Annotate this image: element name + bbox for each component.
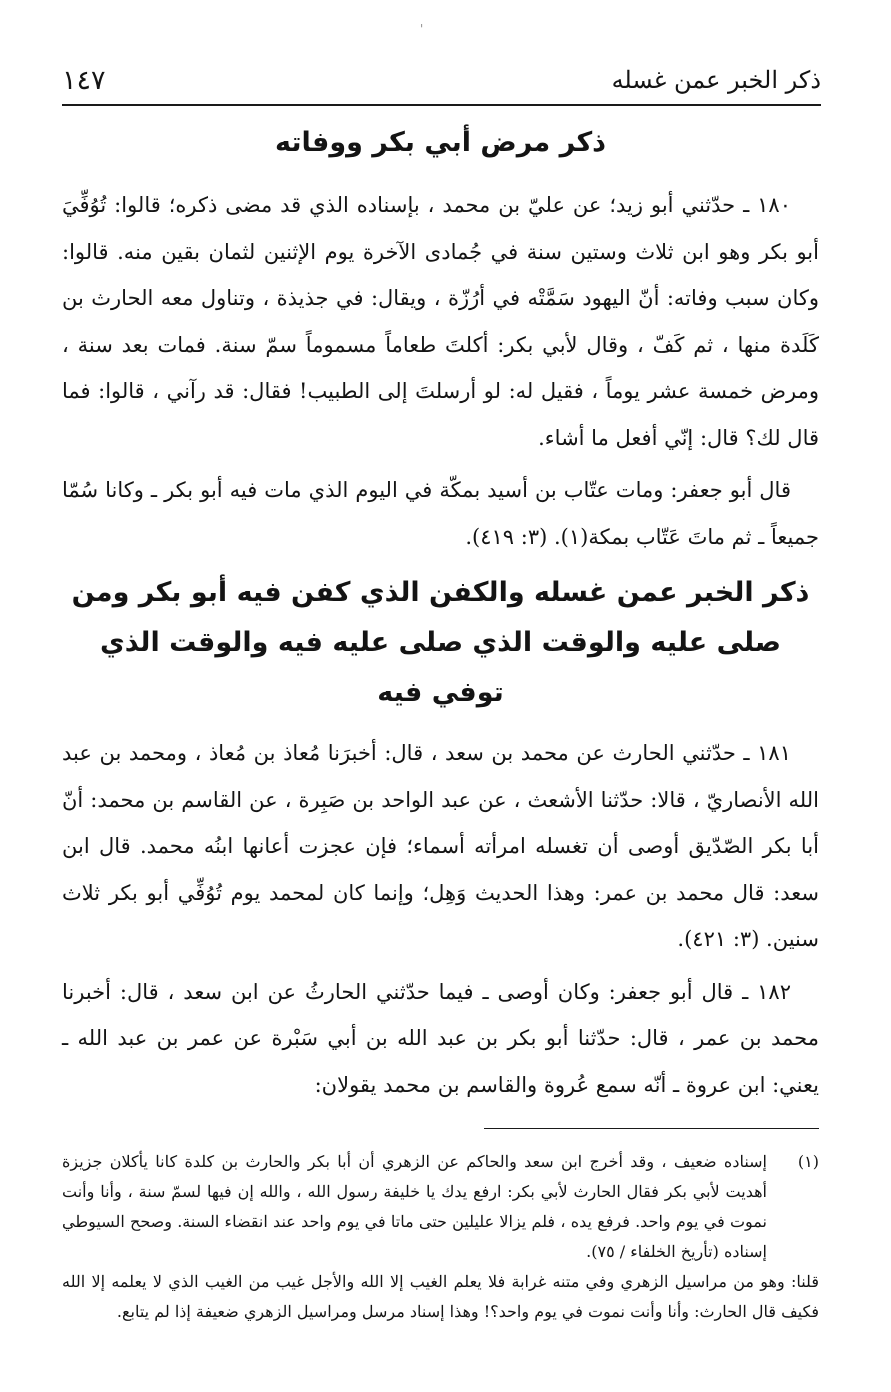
- report-182: ١٨٢ ـ قال أبو جعفر: وكان أوصى ـ فيما حدّثني الحارثُ عن ابن سعد ، قال: أخبرنا محمد بن عمر ، قال: حدّثنا أبو بكر بن عبد الله بن أبي سَبْرة عن عمر بن عبد الله ـ يعني: ابن عروة ـ أنّه سمع عُروة والقاسم بن محمد يقولان:: [62, 979, 819, 1097]
- report-180: ١٨٠ ـ حدّثني أبو زيد؛ عن عليّ بن محمد ، بإسناده الذي قد مضى ذكره؛ قالوا: تُوُفِّيَ أبو بكر وهو ابن ثلاث وستين سنة في جُمادى الآخرة يوم الإثنين لثمان بقين منه. قالوا: وكان سبب وفاته: أنّ اليهود سَمَّتْه في أرُزّة ، ويقال: في جذيذة ، وتناول معه الحارث بن كَلَدة منها ، ثم كَفّ ، وقال لأبي بكر: أكلتَ طعاماً مسموماً سمّ سنة. فمات بعد سنة ، ومرض خمسة عشر يوماً ، فقيل له: لو أرسلتَ إلى الطبيب! فقال: قد رآني ، قالوا: فما قال لك؟ قال: إنّي أفعل ما أشاء.: [62, 193, 819, 450]
- footnote-marker: (١): [797, 1152, 819, 1171]
- running-title: ذكر الخبر عمن غسله: [611, 66, 821, 94]
- footnote-commentary-text: قلنا: وهو من مراسيل الزهري وفي متنه غرابة فلا يعلم الغيب إلا الله والأجل غيب من الغيب الذي لا يعلمه إلا الله فكيف قال الحارث: وأنا وأنت نموت في يوم واحد؟! وهذا إسناد مرسل ومراسيل الزهري ضعيفة إذا لم يتابع.: [62, 1272, 819, 1321]
- footnotes: [62, 1147, 819, 1327]
- section-heading-illness: ذكر مرض أبي بكر ووفاته: [274, 127, 607, 158]
- footnote-1: [62, 1147, 819, 1267]
- section-heading-washing: ذكر الخبر عمن غسله والكفن الذي كفن فيه أبو بكر ومن صلى عليه والوقت الذي صلى عليه فيه والوقت الذي توفي فيه: [71, 577, 810, 708]
- header-rule: [62, 104, 821, 106]
- footnote-rule: [484, 1128, 819, 1129]
- footnote-1-commentary: [62, 1267, 819, 1327]
- page-number: ١٤٧: [62, 64, 106, 96]
- report-abu-jafar: قال أبو جعفر: ومات عتّاب بن أسيد بمكّة في اليوم الذي مات فيه أبو بكر ـ وكانا سُمّا جميعاً ـ ثم ماتَ عَتّاب بمكة(١). (٣: ٤١٩).: [62, 478, 819, 549]
- main-text: [62, 118, 819, 1327]
- page-header: [62, 60, 821, 100]
- scan-mark: ': [420, 22, 424, 36]
- report-181: ١٨١ ـ حدّثني الحارث عن محمد بن سعد ، قال: أخبرَنا مُعاذ بن مُعاذ ، ومحمد بن عبد الله الأنصاريّ ، قالا: حدّثنا الأشعث ، عن عبد الواحد بن صَبِرة ، عن القاسم بن محمد: أنّ أبا بكر الصّدّيق أوصى أن تغسله امرأته أسماء؛ فإن عجزت أعانها ابنُه محمد. قال ابن سعد: قال محمد بن عمر: وهذا الحديث وَهِل؛ وإنما كان لمحمد يوم تُوُفِّي أبو بكر ثلاث سنين. (٣: ٤٢١).: [62, 741, 819, 951]
- footnote-text: إسناده ضعيف ، وقد أخرج ابن سعد والحاكم عن الزهري أن أبا بكر والحارث بن كلدة كانا يأكلان جزيزة أهديت لأبي بكر فقال الحارث لأبي بكر: ارفع يدك يا خليفة رسول الله ، والله إن فيها لسمّ سنة ، وأنا وأنت نموت في يوم واحد. فرفع يده ، فلم يزالا عليلين حتى ماتا في يوم واحد عند انقضاء السنة. وصحح السيوطي إسناده (تأريخ الخلفاء / ٧٥).: [62, 1152, 767, 1261]
